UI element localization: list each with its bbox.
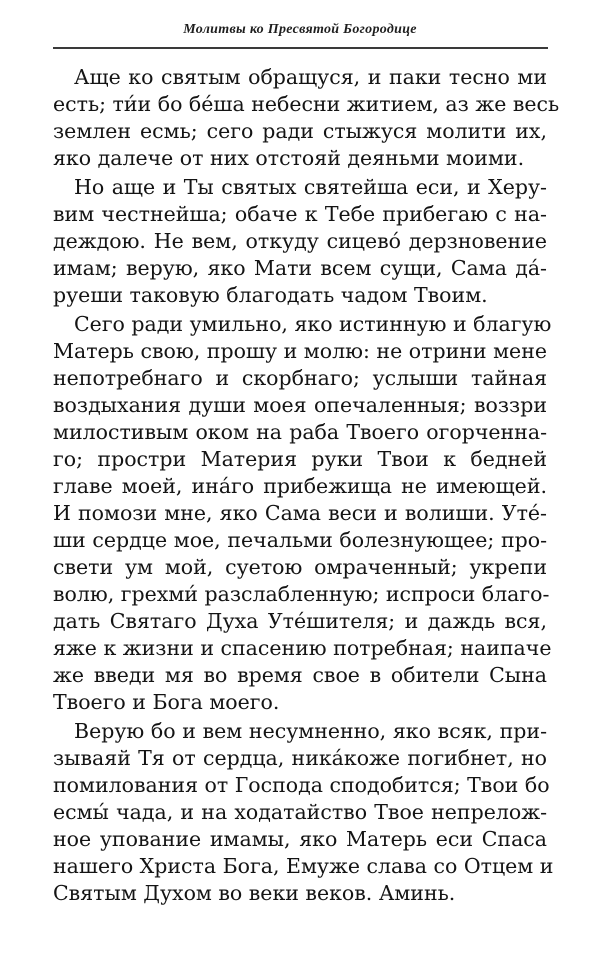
text-line: волю, грехми́ разслабленную; испроси благо-: [53, 582, 550, 606]
text-line: дать Святаго Духа Уте́шителя; и даждь вся,: [53, 609, 547, 633]
text-line: вим честнейша; обаче к Тебе прибегаю с на-: [53, 202, 547, 226]
text-line: Аще ко святым обращуся, и паки тесно ми: [74, 65, 547, 89]
text-line: непотребнаго и скорбнаго; услыши тайная: [53, 366, 547, 390]
text-line: зываяй Тя от сердца, ника́коже погибнет, но: [53, 746, 547, 770]
text-line: воздыхания души моея опечаленныя; воззри: [53, 393, 547, 417]
text-line: имам; верую, яко Мати всем сущи, Сама да́-: [53, 256, 547, 280]
text-line: Святым Духом во веки веков. Аминь.: [53, 881, 456, 905]
text-line: Твоего и Бога моего.: [53, 690, 280, 714]
text-line: землен есмь; сего ради стыжуся молити их,: [53, 119, 547, 143]
text-line: главе моей, ина́го прибежища не имеющей.: [53, 474, 547, 498]
text-line: руеши таковую благодать чадом Твоим.: [53, 283, 488, 307]
text-line: яко далече от них отстояй деяньми моими.: [53, 146, 525, 170]
running-header: Молитвы ко Пресвятой Богородице: [183, 22, 417, 37]
text-line: нашего Христа Бога, Емуже слава со Отцем и: [53, 854, 554, 878]
text-line: И помози мне, яко Сама веси и волиши. Уте́-: [53, 501, 547, 525]
text-line: Верую бо и вем несумненно, яко всяк, при-: [74, 719, 547, 743]
text-line: Сего ради умильно, яко истинную и благую: [74, 312, 552, 336]
text-line: го; простри Материя руки Твои к бедней: [53, 447, 547, 471]
text-line: Но аще и Ты святых святейша еси, и Херу-: [74, 175, 547, 199]
text-line: есть; ти́и бо бе́ша небесни житием, аз же весь: [53, 92, 560, 116]
text-line: яже к жизни и спасению потребная; наипаче: [53, 636, 552, 660]
header-rule: [53, 47, 548, 49]
text-line: же введи мя во время свое в обители Сына: [53, 663, 547, 687]
text-line: ное упование имамы, яко Матерь еси Спаса: [53, 827, 547, 851]
text-line: Матерь свою, прошу и молю: не отрини мене: [53, 339, 547, 363]
text-line: помилования от Господа сподобится; Твои бо: [53, 773, 550, 797]
text-line: деждою. Не вем, откуду сицево́ дерзновение: [53, 229, 547, 253]
text-line: ши сердце мое, печальми болезнующее; про-: [53, 528, 547, 552]
text-line: милостивым оком на раба Твоего огорченна-: [53, 420, 547, 444]
text-line: есмы́ чада, и на ходатайство Твое непрелож-: [53, 800, 547, 824]
text-line: свети ум мой, суетою омраченный; укрепи: [53, 555, 547, 579]
